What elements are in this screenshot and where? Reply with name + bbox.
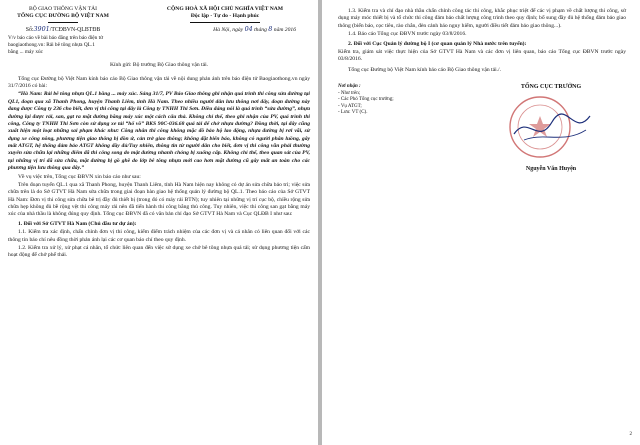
section-heading: 1. Đối với Sở GTVT Hà Nam (Chủ đầu tư dự án): (18, 220, 137, 227)
response-lead: Về vụ việc trên, Tổng cục ĐBVN xin báo cáo như sau: (18, 173, 141, 180)
date-month: 8 (268, 24, 273, 33)
document-page-1 (0, 0, 318, 445)
item-1-1: 1.1. Kiểm tra xác định, chấn chỉnh đơn vị thi công, kiểm điểm trách nhiệm của các đơn vị và cá nhân có liên quan đối với các thông tin báo chí nêu đồng thời phản ánh lại các cơ quan báo chí theo quy định. (8, 229, 310, 243)
document-page-2 (322, 0, 640, 445)
recipient-label: Kính gửi: (109, 62, 132, 69)
item-1-2: 1.2. Kiểm tra xử lý, xử phạt cá nhân, tổ chức liên quan đến việc sử dụng xe chở bê tông nhựa quá tải; sử dụng phương tiện cấm hoạt động để chở phế thải. (8, 244, 310, 259)
doc-number-suffix: /TCĐBVN-QLBTĐB (49, 26, 101, 33)
item-1-3: 1.3. Kiểm tra và chỉ đạo nhà thầu chấn chỉnh công tác thi công, khắc phục triệt để các vị phạm về chất lượng thi công, sử dụng máy móc thiết bị và tổ chức thi công đảm bảo chất lượng công trình theo quy định; bổ sung đầy đủ hệ thống đảm bảo giao thông (biển báo, cọc tiêu, rào chắn, đèn cảnh báo nguy hiểm, người điều tiết đảm bảo giao thông...). (338, 8, 626, 29)
signer-name: Nguyễn Văn Huyện (525, 166, 577, 173)
recipient-line (8, 62, 310, 69)
recipients-title: Nơi nhận : (338, 84, 361, 89)
nation-title: CỘNG HOÀ XÃ HỘI CHỦ NGHĨA VIỆT NAM (166, 6, 284, 12)
recipient: Bộ trưởng Bộ Giao thông vận tải. (132, 62, 209, 69)
intro-paragraph: Tổng cục Đường bộ Việt Nam kính báo cáo Bộ Giao thông vận tải về nội dung phản ánh trên báo điện tử Baogiaothong.vn ngày 31/7/2016 có bài: (8, 75, 310, 90)
motto: Độc lập - Tự do - Hạnh phúc (190, 13, 260, 20)
doc-number-prefix: Số: (25, 26, 34, 33)
closing-line: Tổng cục Đường bộ Việt Nam kính báo cáo Bộ Giao thông vận tải./. (348, 66, 501, 73)
doc-number-handwritten: 3901 (33, 24, 50, 33)
issue-date (140, 25, 310, 34)
divider (190, 22, 260, 23)
response-body: Trên đoạn tuyến QL.1 qua xã Thanh Phong, huyện Thanh Liêm, tỉnh Hà Nam hiện nay không có dự án sửa chữa bảo trì; việc sửa chữa trên là do Sở GTVT Hà Nam sửa chữa trong giai đoạn bàn giao hệ thống quản lý đường bộ QL.1. Theo báo cáo của Sở GTVT Hà Nam: Đơn vị thi công sửa chữa bê trị đầy đủ thiết bị (trong đó có máy rải BTN); tuy nhiên tại những vị trí cục bộ, chiều rộng sửa chữa hẹp không đủ bề rộng vệt thi công máy rải nên đã tiến hành thi công bằng thủ công. Tuy nhiên, việc thi công san gạt bằng máy xúc của nhà thầu là không đúng quy định. Tổng cục ĐBVN đã có văn bản chỉ đạo Sở GTVT Hà Nam và Cục QLĐB I như sau: (8, 181, 310, 218)
subject-line: V/v báo cáo về bài báo đăng trên báo điện tử (8, 35, 103, 42)
section-heading: 2. Đối với Cục Quản lý đường bộ I (cơ quan quản lý Nhà nước trên tuyến): (348, 40, 527, 47)
signature-block (476, 84, 626, 174)
agency-parent: BỘ GIAO THÔNG VẬN TẢI (28, 6, 98, 12)
agency-block (8, 6, 118, 56)
quoted-article: “Hà Nam: Rải bê tông nhựa QL.1 bằng ... máy xúc. Sáng 31/7, PV Báo Giao thông ghi nhận quá trình thi công sửa đường tại QL1, đoạn qua xã Thanh Phong, huyện Thanh Liêm, tỉnh Hà Nam. Theo nhiều người dân lưu thông nơi đây, đoạn đường này đang được Công ty 236 cho biết, đơn vị thi công tại đây là Công ty TNHH Thi Sơn. Điều đáng nói là quá trình “sửa đường”, nhựa đường lại được rải, san, gạt ra mặt đường bằng máy xúc một cách cẩu thả. Không chỉ thế, theo ghi nhận của PV, quá trình thi công, Công ty TNHH Thi Sơn còn sử dụng xe tải “hổ vồ” BKS 90C-036.68 quá tải để chở nhựa đường? Đồng thời, tại đây cũng xuất hiện một loạt những sai phạm khác như: Công nhân thi công không mặc đồ bảo hộ lao động, nhựa đường bị rơi vãi, sử dụng xe công nông, phương tiện giao thông bị dồn ứ, cản trở giao thông; không đặt biển báo, không có người phân luồng, gây mất ATGT, hệ thống đảm bảo ATGT không đầy đủ/Tuy nhiên, thông tin từ người dân cho biết, đơn vị thi công vẫn phải thường xuyên sửa chữa lại những điểm đã thi công song do mật đường nhanh chóng bị xuống cấp. Không chỉ thế, theo quan sát của PV, tại những vị trí đã sửa chữa, mặt đường bị gồ ghề do lớp bê tông nhựa mới cao hơn mặt đường cũ gây mất an toàn cho các phương tiện lưu thông qua đây.” (8, 91, 310, 172)
date-month-label: tháng (254, 26, 267, 33)
letter-header (8, 6, 310, 56)
official-seal-icon (504, 94, 598, 160)
footer-block (338, 84, 626, 174)
date-day: 04 (244, 24, 253, 33)
recipient-item: - Các Phó Tổng cục trưởng; (338, 97, 394, 103)
page-number: 2 (629, 432, 632, 438)
recipient-item: - Lưu: VT (C). (338, 110, 368, 116)
signer-title: TỔNG CỤC TRƯỞNG (520, 84, 582, 90)
recipient-item: - Như trên; (338, 90, 361, 96)
recipient-item: - Vụ ATGT; (338, 103, 362, 109)
agency-name: TỔNG CỤC ĐƯỜNG BỘ VIỆT NAM (17, 13, 109, 20)
date-year: năm 2016 (273, 26, 296, 33)
divider (48, 22, 78, 23)
subject-line: bằng ... máy xúc (8, 49, 44, 56)
item-2: Kiểm tra, giám sát việc thực hiện của Sở GTVT Hà Nam và các đơn vị liên quan, báo cáo Tổng cục ĐBVN trước ngày 03/8/2016. (338, 48, 626, 63)
document-number (8, 25, 118, 35)
nation-block (140, 6, 310, 56)
item-1-4: 1.4. Báo cáo Tổng cục ĐBVN trước ngày 03/8/2016. (348, 31, 467, 38)
subject-line: baogiaothong.vn: Rải bê tông nhựa QL.1 (8, 42, 95, 49)
subject-block (8, 35, 126, 56)
recipients-list (338, 84, 448, 174)
date-prefix: Hà Nội, ngày (213, 26, 244, 33)
